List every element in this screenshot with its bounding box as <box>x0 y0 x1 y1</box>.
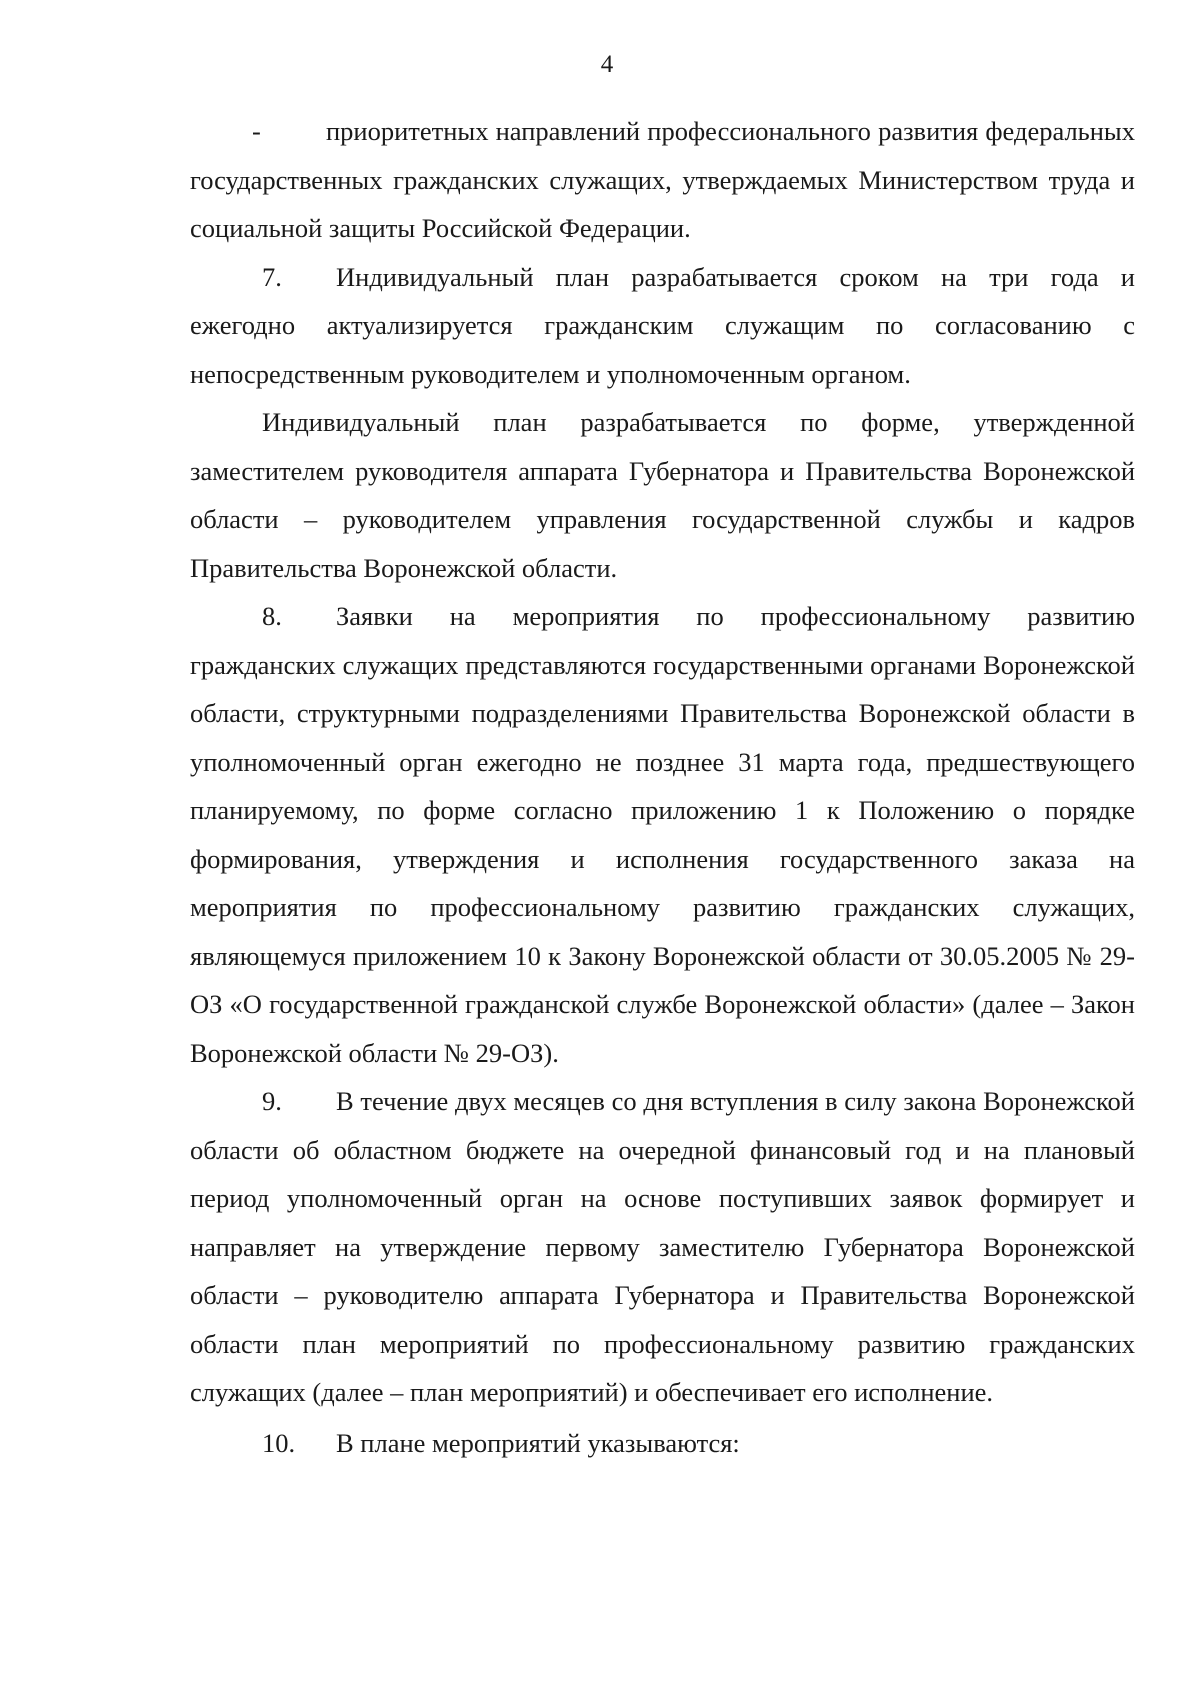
paragraph-text: Индивидуальный план разрабатывается сроком на три года и ежегодно актуализируется гражданским служащим по согласованию с непосредственным руководителем и уполномоченным органом. <box>190 261 1135 389</box>
paragraph-text: Заявки на мероприятия по профессиональному развитию гражданских служащих представляются государственными органами Воронежской области, структурными подразделениями Правительства Воронежской области в уполномоченный орган ежегодно не позднее 31 марта года, предшествующего планируемому, по форме согласно приложению 1 к Положению о порядке формирования, утверждения и исполнения государственного заказа на мероприятия по профессиональному развитию гражданских служащих, являющемуся приложением 10 к Закону Воронежской области от 30.05.2005 № 29-ОЗ «О государственной гражданской службе Воронежской области» (далее – Закон Воронежской области № 29-ОЗ). <box>190 601 1135 1068</box>
list-item-priority-directions <box>190 107 1135 253</box>
paragraph-text: Индивидуальный план разрабатывается по форме, утвержденной заместителем руководителя аппарата Губернатора и Правительства Воронежской области – руководителем управления государственной службы и кадров Правительства Воронежской области. <box>190 407 1135 583</box>
paragraph-number: 8. <box>262 601 282 631</box>
paragraph-text: В течение двух месяцев со дня вступления в силу закона Воронежской области об областном бюджете на очередной финансовый год и на плановый период уполномоченный орган на основе поступивших заявок формирует и направляет на утверждение первому заместителю Губернатора Воронежской области – руководителю аппарата Губернатора и Правительства Воронежской области план мероприятий по профессиональному развитию гражданских служащих (далее – план мероприятий) и обеспечивает его исполнение. <box>190 1086 1135 1407</box>
paragraph-8 <box>190 592 1135 1077</box>
list-item-text: приоритетных направлений профессионального развития федеральных государственных гражданских служащих, утверждаемых Министерством труда и социальной защиты Российской Федерации. <box>190 116 1135 243</box>
list-item-marker: - <box>252 116 261 146</box>
paragraph-10 <box>190 1419 1135 1468</box>
paragraph-number: 9. <box>262 1086 282 1116</box>
paragraph-text: В плане мероприятий указываются: <box>336 1427 740 1458</box>
paragraph-9 <box>190 1077 1135 1417</box>
paragraph-7 <box>190 253 1135 399</box>
paragraph-7-continued <box>190 398 1135 592</box>
document-body <box>190 107 1135 1467</box>
page-number: 4 <box>600 51 614 78</box>
paragraph-number: 10. <box>262 1427 296 1458</box>
paragraph-number: 7. <box>262 261 282 292</box>
